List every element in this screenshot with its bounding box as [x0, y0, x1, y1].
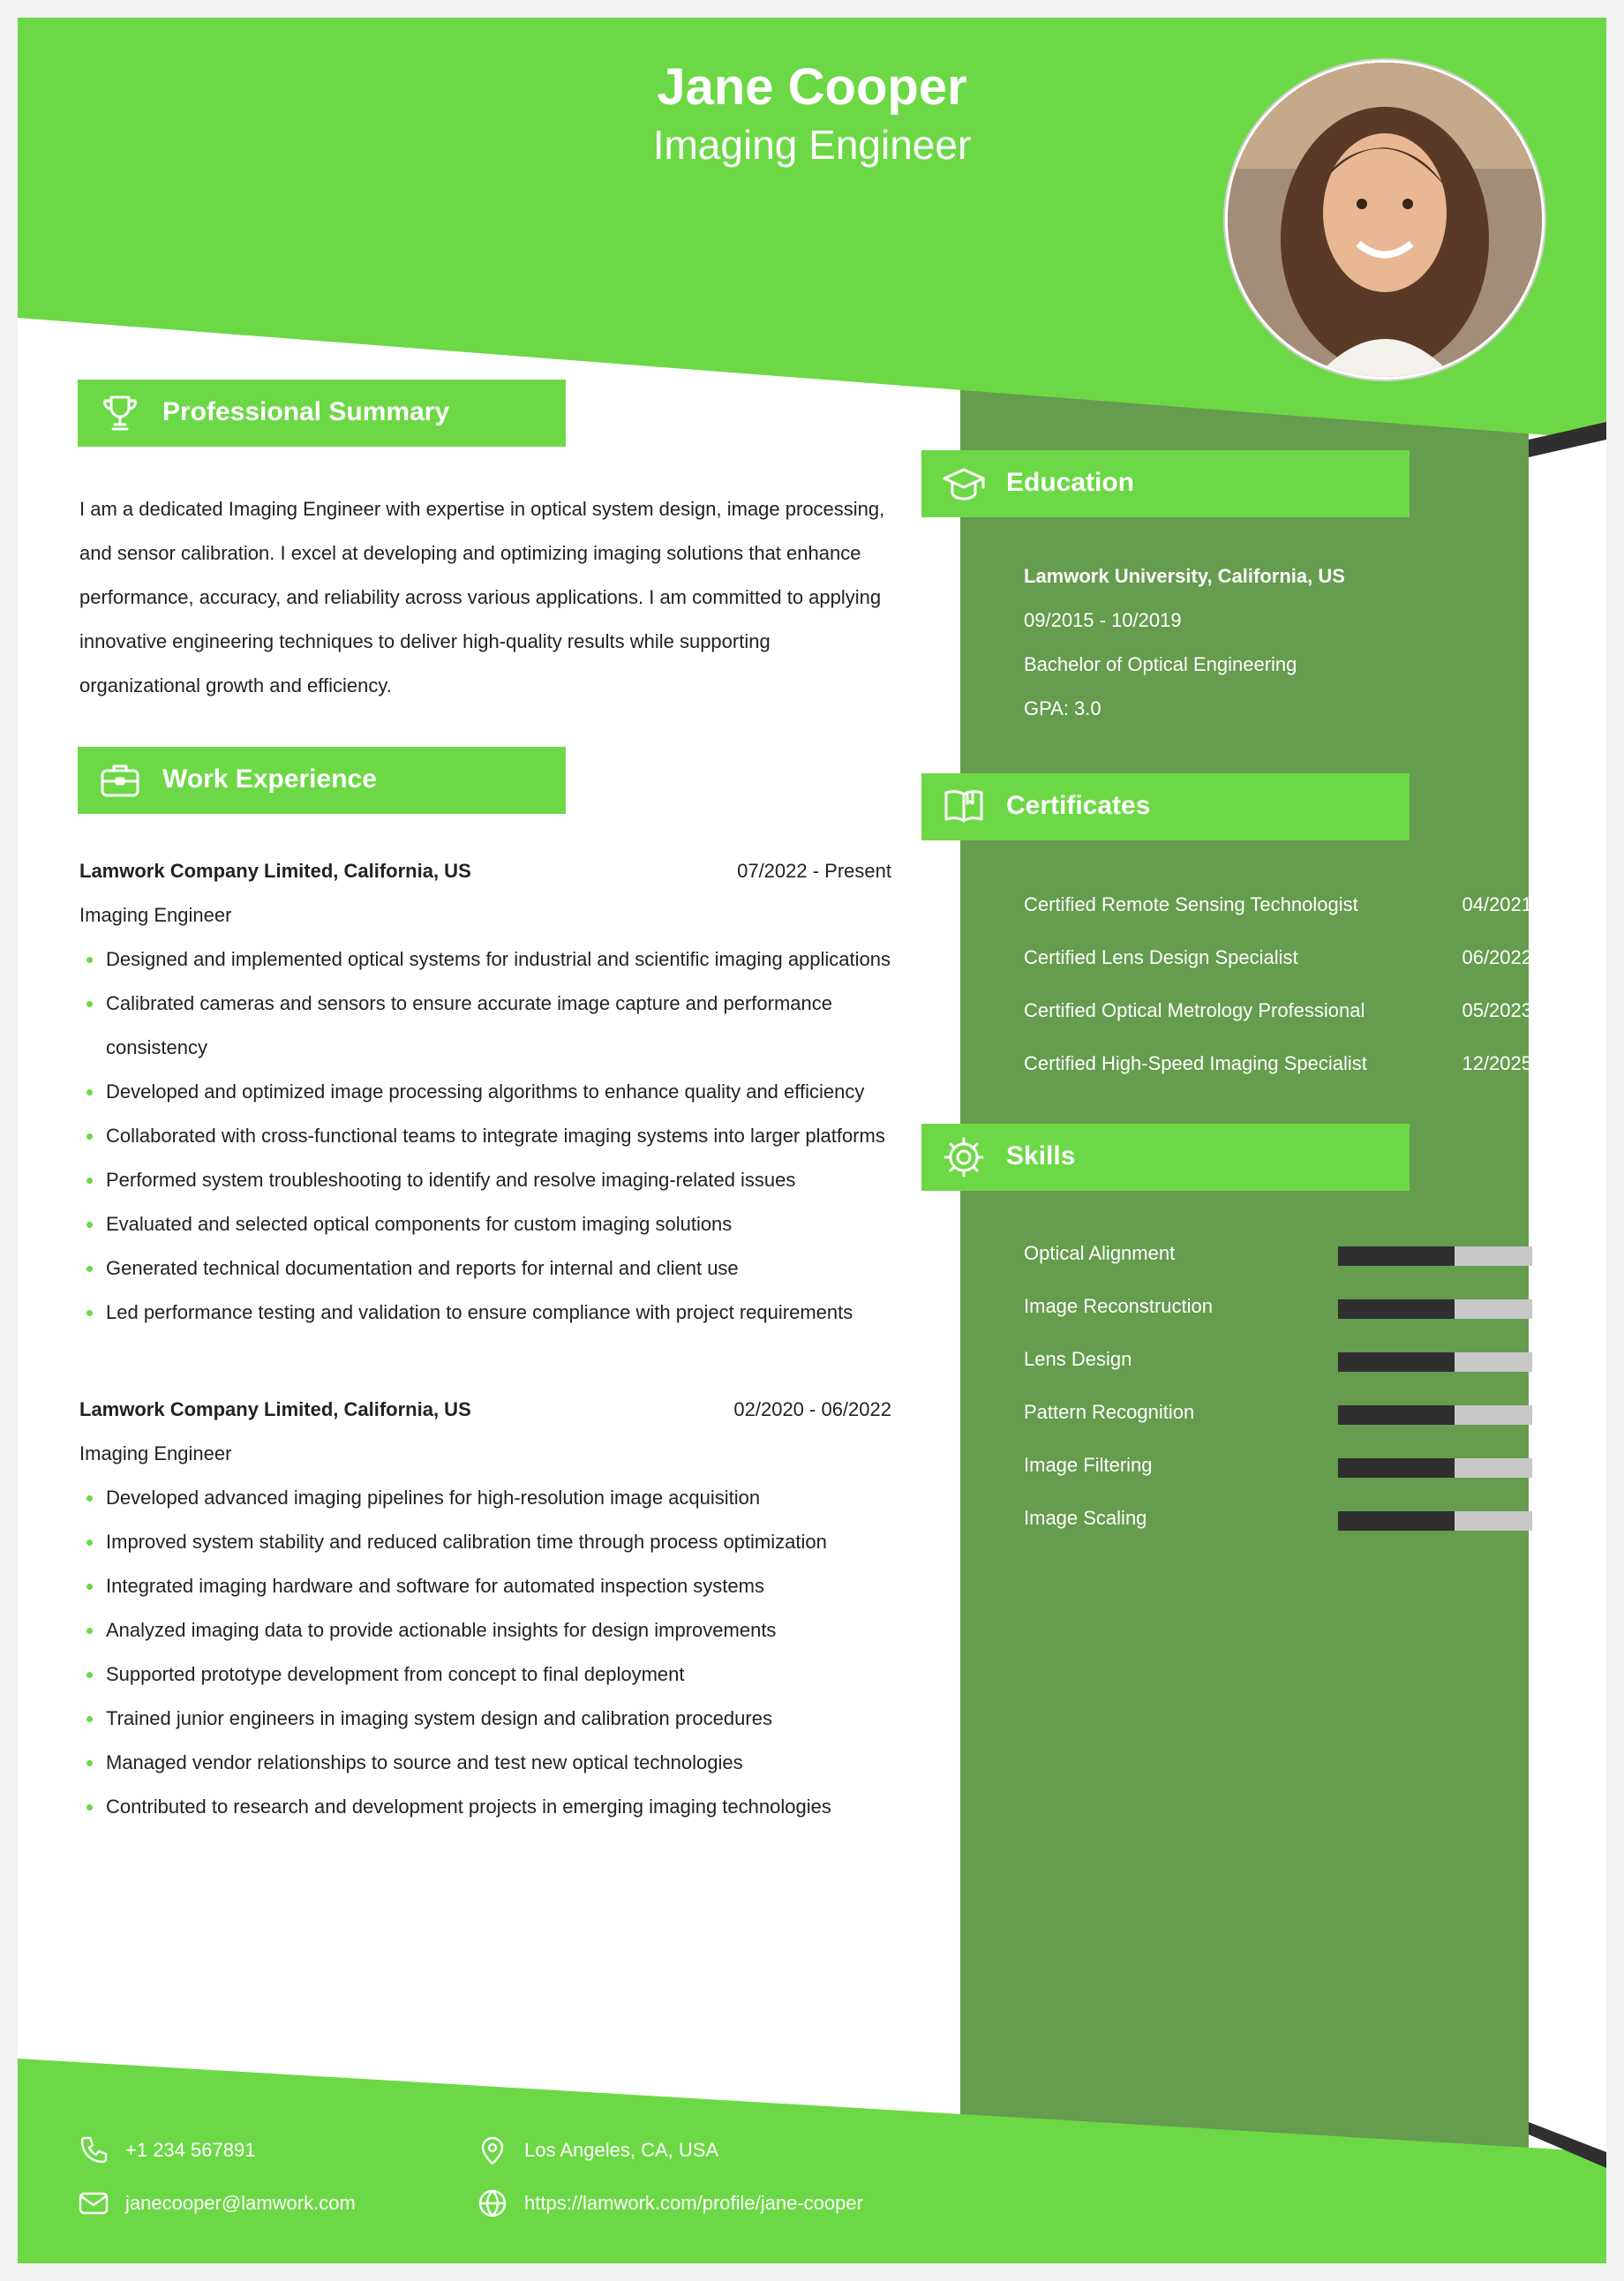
job-bullet	[79, 1741, 891, 1785]
job-bullet	[79, 1520, 891, 1564]
job-entry	[79, 849, 891, 1335]
bullet-dot	[86, 1760, 93, 1766]
bullet-dot	[86, 1716, 93, 1722]
skill-bar	[1338, 1405, 1532, 1425]
map-pin-icon	[477, 2134, 508, 2166]
skill-bar	[1338, 1511, 1532, 1531]
certificates-list	[1024, 878, 1532, 1090]
job-entry	[79, 1388, 891, 1829]
skill-item	[1024, 1492, 1532, 1545]
skill-item	[1024, 1333, 1532, 1386]
bullet-text: Calibrated cameras and sensors to ensure accurate image capture and performance consistency	[106, 992, 833, 1058]
skill-bar-fill	[1338, 1352, 1455, 1372]
skill-bar	[1338, 1299, 1532, 1319]
certificate-name: Certified Remote Sensing Technologist	[1024, 893, 1358, 915]
job-bullet	[79, 982, 891, 1070]
skill-bar-fill	[1338, 1405, 1455, 1425]
section-heading-label: Professional Summary	[162, 397, 450, 426]
graduation-cap-icon	[941, 461, 987, 507]
skill-name: Image Filtering	[1024, 1454, 1153, 1476]
skill-name: Optical Alignment	[1024, 1242, 1176, 1264]
job-bullet	[79, 1652, 891, 1697]
section-heading-label: Work Experience	[162, 764, 377, 794]
skill-bar-fill	[1338, 1511, 1455, 1531]
contact-website-text: https://lamwork.com/profile/jane-cooper	[524, 2192, 863, 2214]
skill-name: Image Scaling	[1024, 1507, 1147, 1529]
job-bullet	[79, 1158, 891, 1202]
bullet-dot	[86, 1628, 93, 1634]
certificate-item	[1024, 931, 1532, 984]
profile-photo	[1225, 60, 1545, 380]
certificate-item	[1024, 984, 1532, 1037]
job-bullets	[79, 937, 891, 1335]
skill-bar	[1338, 1246, 1532, 1266]
phone-icon	[78, 2134, 109, 2166]
bullet-dot	[86, 1495, 93, 1502]
certificate-name: Certified Lens Design Specialist	[1024, 946, 1298, 968]
job-bullet	[79, 1291, 891, 1335]
bullet-dot	[86, 1222, 93, 1228]
skill-item	[1024, 1439, 1532, 1492]
job-header	[79, 1388, 891, 1432]
skill-bar	[1338, 1352, 1532, 1372]
bullet-dot	[86, 1539, 93, 1546]
job-role: Imaging Engineer	[79, 1442, 232, 1464]
bullet-dot	[86, 1001, 93, 1007]
skill-item	[1024, 1280, 1532, 1333]
person-title: Imaging Engineer	[652, 122, 972, 168]
summary-text: I am a dedicated Imaging Engineer with expertise in optical system design, image processing, and sensor calibration. I excel at developing and optimizing imaging solutions that enhance performance, accuracy, and reliability across various applications. I am committed to applying innovative engineering techniques to deliver high-quality results while supporting organizational growth and efficiency.	[79, 498, 885, 696]
portrait-illustration	[1228, 63, 1542, 377]
bullet-dot	[86, 957, 93, 963]
job-bullet	[79, 1246, 891, 1291]
bullet-text: Integrated imaging hardware and software for automated inspection systems	[106, 1575, 764, 1597]
bullet-dot	[86, 1266, 93, 1272]
section-heading-education	[921, 450, 1410, 517]
job-bullet	[79, 1202, 891, 1246]
bullet-text: Trained junior engineers in imaging system design and calibration procedures	[106, 1707, 772, 1729]
skill-bar-fill	[1338, 1246, 1455, 1266]
education-degree: Bachelor of Optical Engineering	[1024, 653, 1297, 675]
job-bullet	[79, 1070, 891, 1114]
bullet-text: Designed and implemented optical systems for industrial and scientific imaging applications	[106, 948, 891, 970]
bullet-dot	[86, 1310, 93, 1316]
skill-bar-fill	[1338, 1458, 1455, 1478]
education-school: Lamwork University, California, US	[1024, 565, 1345, 587]
bullet-dot	[86, 1133, 93, 1140]
section-heading-summary	[78, 380, 566, 447]
certificate-name: Certified High-Speed Imaging Specialist	[1024, 1052, 1367, 1074]
section-heading-label: Skills	[1006, 1141, 1076, 1171]
bullet-text: Collaborated with cross-functional teams to integrate imaging systems into larger platforms	[106, 1125, 885, 1147]
person-name: Jane Cooper	[657, 58, 967, 116]
job-bullets	[79, 1476, 891, 1829]
job-bullet	[79, 1114, 891, 1158]
contact-email-text: janecooper@lamwork.com	[125, 2192, 356, 2214]
bullet-text: Contributed to research and development projects in emerging imaging technologies	[106, 1795, 831, 1818]
contact-phone-text: +1 234 567891	[125, 2139, 256, 2161]
job-header	[79, 849, 891, 893]
certificate-item	[1024, 878, 1532, 931]
education-entry	[1024, 554, 1345, 731]
certificate-date: 12/2025	[1462, 1052, 1532, 1074]
job-bullet	[79, 1476, 891, 1520]
bullet-text: Managed vendor relationships to source and test new optical technologies	[106, 1751, 743, 1773]
bullet-dot	[86, 1178, 93, 1184]
bullet-text: Analyzed imaging data to provide actionable insights for design improvements	[106, 1619, 777, 1641]
bullet-dot	[86, 1584, 93, 1590]
skill-name: Pattern Recognition	[1024, 1401, 1195, 1423]
section-heading-label: Education	[1006, 468, 1135, 497]
job-bullet	[79, 1608, 891, 1652]
certificate-name: Certified Optical Metrology Professional	[1024, 999, 1365, 1021]
briefcase-icon	[97, 757, 143, 803]
certificate-date: 06/2022	[1462, 946, 1532, 968]
bullet-text: Evaluated and selected optical components for custom imaging solutions	[106, 1213, 733, 1235]
bullet-text: Led performance testing and validation to ensure compliance with project requirements	[106, 1301, 853, 1323]
education-dates: 09/2015 - 10/2019	[1024, 609, 1182, 631]
skill-item	[1024, 1227, 1532, 1280]
job-bullet	[79, 1697, 891, 1741]
job-role: Imaging Engineer	[79, 904, 232, 926]
bullet-text: Developed advanced imaging pipelines for high-resolution image acquisition	[106, 1487, 761, 1509]
section-heading-certificates	[921, 773, 1410, 840]
bullet-text: Improved system stability and reduced calibration time through process optimization	[106, 1531, 827, 1553]
skill-name: Image Reconstruction	[1024, 1295, 1213, 1317]
job-company: Lamwork Company Limited, California, US	[79, 1398, 471, 1420]
skill-item	[1024, 1386, 1532, 1439]
globe-icon	[477, 2187, 508, 2219]
certificate-item	[1024, 1037, 1532, 1090]
section-heading-label: Certificates	[1006, 791, 1151, 820]
bullet-text: Performed system troubleshooting to identify and resolve imaging-related issues	[106, 1169, 796, 1191]
skills-list	[1024, 1227, 1532, 1545]
bullet-text: Generated technical documentation and reports for internal and client use	[106, 1257, 739, 1279]
trophy-icon	[97, 390, 143, 436]
education-gpa: GPA: 3.0	[1024, 697, 1101, 719]
section-heading-skills	[921, 1124, 1410, 1191]
book-icon	[941, 784, 987, 830]
mail-icon	[78, 2187, 109, 2219]
skill-name: Lens Design	[1024, 1348, 1132, 1370]
job-bullet	[79, 1785, 891, 1829]
contact-location-text: Los Angeles, CA, USA	[524, 2139, 719, 2161]
bullet-dot	[86, 1672, 93, 1678]
skill-bar	[1338, 1458, 1532, 1478]
bullet-dot	[86, 1804, 93, 1810]
gear-icon	[941, 1134, 987, 1180]
bullet-text: Supported prototype development from concept to final deployment	[106, 1663, 685, 1685]
job-bullet	[79, 1564, 891, 1608]
certificate-date: 05/2023	[1462, 999, 1532, 1021]
resume-page	[18, 18, 1606, 2263]
bullet-text: Developed and optimized image processing algorithms to enhance quality and efficiency	[106, 1080, 865, 1103]
job-company: Lamwork Company Limited, California, US	[79, 860, 471, 882]
job-dates: 07/2022 - Present	[737, 860, 891, 882]
section-heading-experience	[78, 747, 566, 814]
job-bullet	[79, 937, 891, 982]
job-dates: 02/2020 - 06/2022	[733, 1398, 891, 1420]
certificate-date: 04/2021	[1462, 893, 1532, 915]
skill-bar-fill	[1338, 1299, 1455, 1319]
bullet-dot	[86, 1089, 93, 1095]
